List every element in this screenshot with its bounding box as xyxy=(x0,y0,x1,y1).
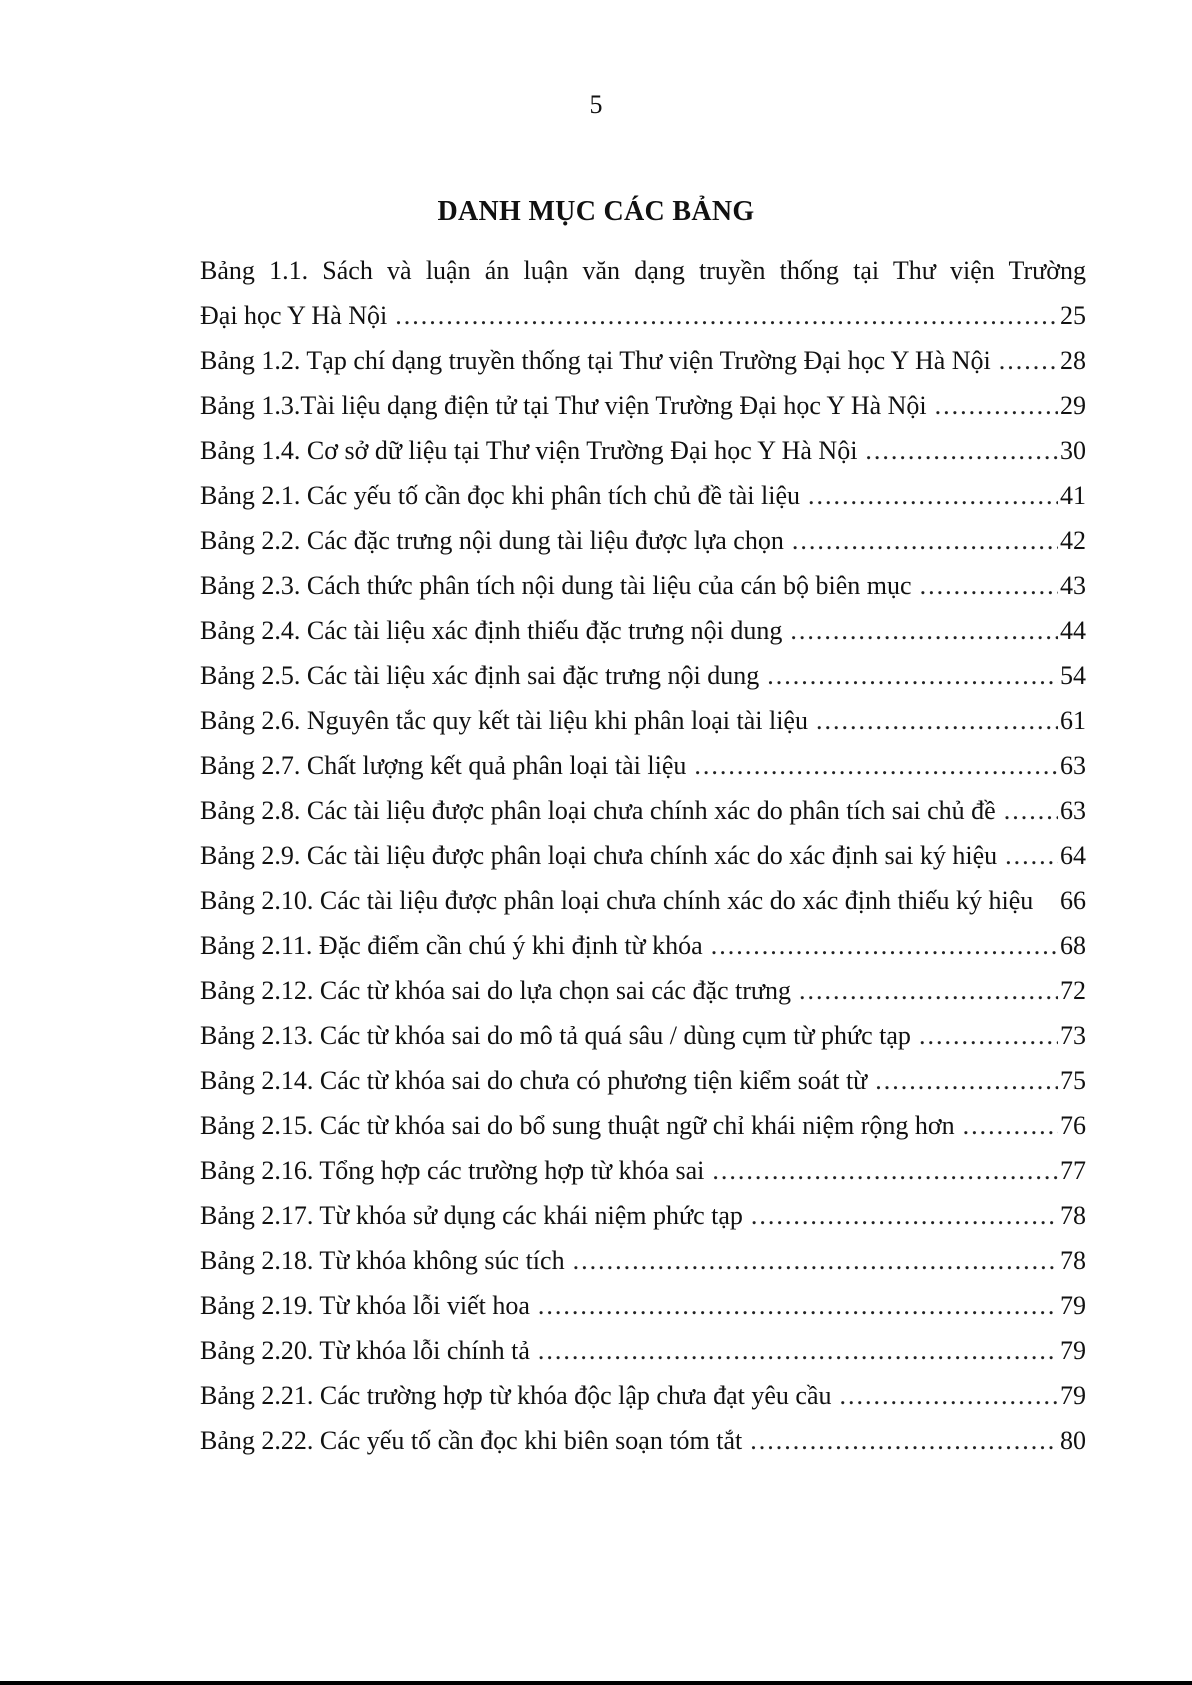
toc-entry-page-number: 30 xyxy=(1060,436,1086,465)
toc-entry xyxy=(200,743,1086,788)
toc-entry xyxy=(200,383,1086,428)
toc-entry-page-number: 76 xyxy=(1060,1111,1086,1140)
toc-entry-label: Bảng 2.14. Các từ khóa sai do chưa có phương tiện kiểm soát từ xyxy=(200,1066,868,1095)
toc-entry-row xyxy=(200,1013,1086,1058)
toc-entry-row xyxy=(200,833,1086,878)
toc-entry-row xyxy=(200,653,1086,698)
toc-entry-page-number: 78 xyxy=(1060,1201,1086,1230)
toc-dot-leader xyxy=(767,653,1058,698)
toc-entry-page-number: 80 xyxy=(1060,1426,1086,1455)
page-number: 5 xyxy=(589,90,603,119)
table-of-contents xyxy=(200,248,1086,1463)
toc-entry-label: Bảng 2.19. Từ khóa lỗi viết hoa xyxy=(200,1291,530,1320)
toc-dot-leader xyxy=(808,473,1058,518)
toc-dot-leader xyxy=(790,608,1058,653)
toc-entry-label: Bảng 2.16. Tổng hợp các trường hợp từ khóa sai xyxy=(200,1156,705,1185)
toc-dot-leader xyxy=(920,563,1058,608)
toc-dot-leader xyxy=(919,1013,1058,1058)
toc-entry xyxy=(200,1103,1086,1148)
toc-entry-label: Bảng 2.9. Các tài liệu được phân loại chưa chính xác do xác định sai ký hiệu xyxy=(200,841,998,870)
toc-entry xyxy=(200,1373,1086,1418)
toc-entry-page-number: 78 xyxy=(1060,1246,1086,1275)
toc-dot-leader xyxy=(395,293,1058,338)
toc-entry-label: Bảng 2.20. Từ khóa lỗi chính tả xyxy=(200,1336,530,1365)
toc-entry-label: Bảng 2.6. Nguyên tắc quy kết tài liệu khi phân loại tài liệu xyxy=(200,706,808,735)
toc-entry xyxy=(200,248,1086,338)
toc-dot-leader xyxy=(963,1103,1058,1148)
toc-entry xyxy=(200,518,1086,563)
toc-entry-row xyxy=(200,383,1086,428)
toc-entry-row xyxy=(200,698,1086,743)
toc-entry xyxy=(200,968,1086,1013)
toc-entry xyxy=(200,923,1086,968)
toc-entry-page-number: 63 xyxy=(1060,796,1086,825)
toc-entry xyxy=(200,1058,1086,1103)
toc-dot-leader xyxy=(799,968,1058,1013)
toc-entry-row xyxy=(200,878,1086,923)
toc-entry xyxy=(200,563,1086,608)
toc-entry-label: Bảng 2.5. Các tài liệu xác định sai đặc trưng nội dung xyxy=(200,661,760,690)
toc-entry xyxy=(200,1013,1086,1058)
toc-entry-label: Bảng 2.22. Các yếu tố cần đọc khi biên soạn tóm tắt xyxy=(200,1426,743,1455)
toc-entry-row xyxy=(200,1418,1086,1463)
toc-entry-row xyxy=(200,1103,1086,1148)
toc-dot-leader xyxy=(712,1148,1058,1193)
toc-entry xyxy=(200,1193,1086,1238)
toc-entry-label: Bảng 2.4. Các tài liệu xác định thiếu đặc trưng nội dung xyxy=(200,616,783,645)
toc-entry-label: Bảng 2.12. Các từ khóa sai do lựa chọn sai các đặc trưng xyxy=(200,976,791,1005)
toc-entry-page-number: 63 xyxy=(1060,751,1086,780)
toc-entry-label: Bảng 2.7. Chất lượng kết quả phân loại tài liệu xyxy=(200,751,687,780)
toc-entry-page-number: 68 xyxy=(1060,931,1086,960)
toc-entry-row xyxy=(200,923,1086,968)
toc-entry-page-number: 42 xyxy=(1060,526,1086,555)
toc-entry-page-number: 73 xyxy=(1060,1021,1086,1050)
toc-entry xyxy=(200,788,1086,833)
toc-entry-row xyxy=(200,1283,1086,1328)
toc-entry-row xyxy=(200,1058,1086,1103)
toc-entry-page-number: 54 xyxy=(1060,661,1086,690)
toc-entry-page-number: 25 xyxy=(1060,301,1086,330)
toc-entry xyxy=(200,473,1086,518)
toc-entry xyxy=(200,833,1086,878)
toc-dot-leader xyxy=(1004,788,1058,833)
toc-entry xyxy=(200,698,1086,743)
toc-entry-first-line: Bảng 1.1. Sách và luận án luận văn dạng truyền thống tại Thư viện Trường xyxy=(200,256,1086,285)
toc-entry-page-number: 66 xyxy=(1060,886,1086,915)
toc-dot-leader xyxy=(750,1418,1058,1463)
toc-entry-page-number: 41 xyxy=(1060,481,1086,510)
toc-dot-leader xyxy=(792,518,1058,563)
toc-entry-row xyxy=(200,1328,1086,1373)
toc-entry-label: Bảng 1.2. Tạp chí dạng truyền thống tại Thư viện Trường Đại học Y Hà Nội xyxy=(200,346,991,375)
toc-entry-page-number: 64 xyxy=(1060,841,1086,870)
toc-entry-row xyxy=(200,338,1086,383)
toc-entry-label: Bảng 1.4. Cơ sở dữ liệu tại Thư viện Trường Đại học Y Hà Nội xyxy=(200,436,858,465)
toc-entry-row xyxy=(200,1148,1086,1193)
toc-entry-page-number: 29 xyxy=(1060,391,1086,420)
toc-dot-leader xyxy=(538,1328,1058,1373)
toc-entry-page-number: 72 xyxy=(1060,976,1086,1005)
toc-entry-row xyxy=(200,1193,1086,1238)
page-title: DANH MỤC CÁC BẢNG xyxy=(437,196,755,227)
toc-dot-leader xyxy=(1005,833,1058,878)
toc-entry-row xyxy=(200,788,1086,833)
toc-dot-leader xyxy=(875,1058,1058,1103)
toc-dot-leader xyxy=(573,1238,1058,1283)
toc-entry xyxy=(200,338,1086,383)
toc-entry xyxy=(200,428,1086,473)
toc-entry-label: Bảng 2.10. Các tài liệu được phân loại chưa chính xác do xác định thiếu ký hiệu xyxy=(200,886,1034,915)
toc-dot-leader xyxy=(935,383,1058,428)
toc-dot-leader xyxy=(694,743,1058,788)
toc-entry-row xyxy=(200,743,1086,788)
toc-entry-row xyxy=(200,473,1086,518)
toc-dot-leader xyxy=(840,1373,1059,1418)
toc-entry-row xyxy=(200,1238,1086,1283)
toc-entry-page-number: 75 xyxy=(1060,1066,1086,1095)
toc-entry-label: Bảng 2.17. Từ khóa sử dụng các khái niệm phức tạp xyxy=(200,1201,743,1230)
toc-entry-label: Bảng 1.3.Tài liệu dạng điện tử tại Thư viện Trường Đại học Y Hà Nội xyxy=(200,391,927,420)
toc-entry-label: Bảng 2.3. Cách thức phân tích nội dung tài liệu của cán bộ biên mục xyxy=(200,571,912,600)
toc-entry-label: Bảng 2.15. Các từ khóa sai do bổ sung thuật ngữ chỉ khái niệm rộng hơn xyxy=(200,1111,955,1140)
toc-dot-leader xyxy=(751,1193,1058,1238)
toc-entry-label: Bảng 2.21. Các trường hợp từ khóa độc lập chưa đạt yêu cầu xyxy=(200,1381,832,1410)
toc-entry-row xyxy=(200,428,1086,473)
toc-entry-row xyxy=(200,1373,1086,1418)
toc-dot-leader xyxy=(816,698,1058,743)
toc-entry xyxy=(200,1283,1086,1328)
toc-entry-label: Bảng 2.8. Các tài liệu được phân loại chưa chính xác do phân tích sai chủ đề xyxy=(200,796,996,825)
toc-entry-label: Đại học Y Hà Nội xyxy=(200,301,388,330)
toc-entry xyxy=(200,1328,1086,1373)
toc-entry-page-number: 79 xyxy=(1060,1336,1086,1365)
toc-entry-page-number: 61 xyxy=(1060,706,1086,735)
toc-dot-leader xyxy=(865,428,1058,473)
toc-entry-page-number: 79 xyxy=(1060,1291,1086,1320)
toc-entry xyxy=(200,878,1086,923)
toc-entry-label: Bảng 2.13. Các từ khóa sai do mô tả quá sâu / dùng cụm từ phức tạp xyxy=(200,1021,911,1050)
toc-entry-label: Bảng 2.18. Từ khóa không súc tích xyxy=(200,1246,565,1275)
bottom-divider xyxy=(0,1681,1192,1685)
toc-entry-row xyxy=(200,968,1086,1013)
toc-entry-row xyxy=(200,608,1086,653)
toc-entry xyxy=(200,1148,1086,1193)
toc-entry-label: Bảng 2.2. Các đặc trưng nội dung tài liệu được lựa chọn xyxy=(200,526,784,555)
toc-dot-leader xyxy=(999,338,1058,383)
toc-entry-page-number: 77 xyxy=(1060,1156,1086,1185)
toc-entry xyxy=(200,1418,1086,1463)
toc-entry-row xyxy=(200,563,1086,608)
toc-dot-leader xyxy=(538,1283,1058,1328)
toc-entry-page-number: 44 xyxy=(1060,616,1086,645)
toc-entry-row xyxy=(200,293,1086,338)
toc-entry-row xyxy=(200,518,1086,563)
toc-entry-page-number: 43 xyxy=(1060,571,1086,600)
toc-entry-page-number: 28 xyxy=(1060,346,1086,375)
toc-entry-label: Bảng 2.11. Đặc điểm cần chú ý khi định từ khóa xyxy=(200,931,703,960)
toc-entry-label: Bảng 2.1. Các yếu tố cần đọc khi phân tích chủ đề tài liệu xyxy=(200,481,800,510)
toc-entry-page-number: 79 xyxy=(1060,1381,1086,1410)
toc-entry xyxy=(200,1238,1086,1283)
toc-entry xyxy=(200,653,1086,698)
toc-dot-leader xyxy=(711,923,1058,968)
toc-entry xyxy=(200,608,1086,653)
